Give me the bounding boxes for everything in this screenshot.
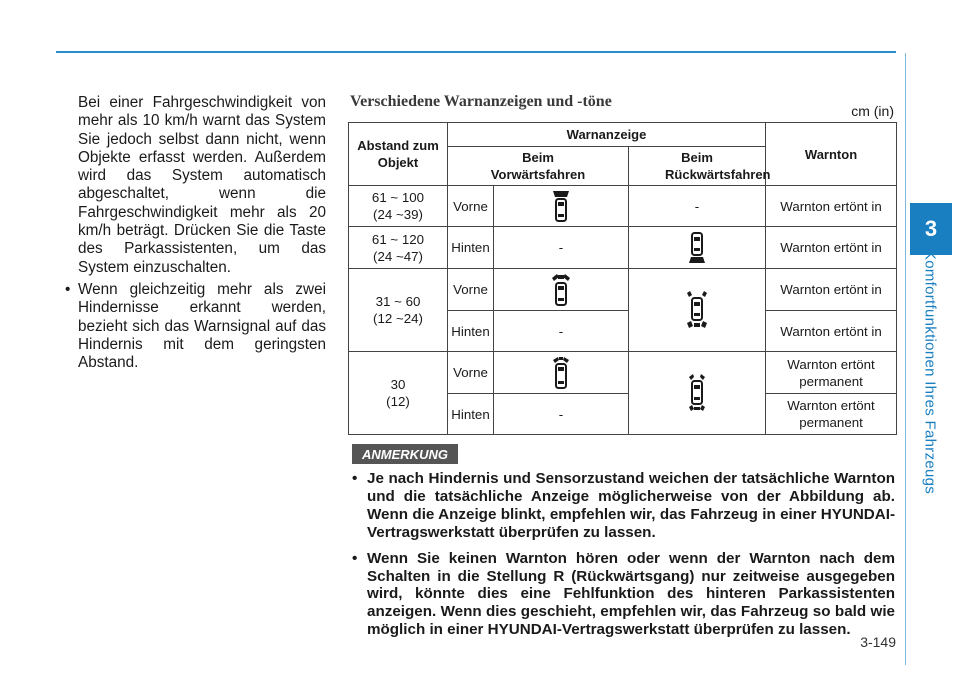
distance-cell: 30 (12) (349, 352, 448, 435)
left-column (65, 94, 326, 372)
left-bullet-item (65, 280, 326, 372)
sound-cell: Warnton ertönt in (766, 311, 897, 352)
note-item (352, 470, 895, 542)
bullet-icon: • (352, 549, 358, 567)
reverse-indicator-cell (629, 352, 766, 435)
header-distance: Abstand zum Objekt (349, 123, 448, 186)
unit-label: cm (in) (851, 103, 894, 119)
warning-table-wrapper (348, 122, 896, 435)
sound-cell: Warnton ertönt in (766, 227, 897, 269)
distance-cell: 31 ~ 60 (12 ~24) (349, 269, 448, 352)
chapter-title: Komfortfunktionen Ihres Fahrzeugs (921, 249, 939, 495)
bullet-icon: • (352, 470, 358, 487)
sensor-cell: Hinten (448, 227, 494, 269)
note-list (352, 470, 895, 647)
sound-cell: Warnton ertönt permanent (766, 352, 897, 394)
header-forward: Beim Vorwärtsfahren (448, 147, 629, 186)
distance-cell: 61 ~ 100 (24 ~39) (349, 186, 448, 227)
car-rear-close-warning-icon (684, 373, 710, 413)
header-sound: Warnton (766, 123, 897, 186)
sensor-cell: Vorne (448, 269, 494, 311)
bullet-icon: • (65, 280, 71, 298)
left-bullet-text: Wenn gleichzeitig mehr als zwei Hindernisse erkannt werden, bezieht sich das Warnsignal auf das Hindernis mit dem geringsten Abstand. (78, 280, 326, 372)
distance-cell: 61 ~ 120 (24 ~47) (349, 227, 448, 269)
forward-indicator-cell: - (494, 227, 629, 269)
table-row (349, 269, 897, 311)
table-row (349, 227, 897, 269)
sensor-cell: Hinten (448, 311, 494, 352)
note-text: Je nach Hindernis und Sensorzustand weichen der tatsächliche Warnton und die tatsächliche Anzeige möglicherweise von der Abbildung ab. Wenn die Anzeige blinkt, empfehlen wir, das Fahrzeug in einer HYUNDAI-Vertragswerkstatt überprüfen zu lassen. (367, 470, 895, 541)
car-rear-corner-warning-icon (684, 290, 710, 330)
forward-indicator-cell (494, 269, 629, 311)
sensor-cell: Vorne (448, 352, 494, 394)
reverse-indicator-cell (629, 227, 766, 269)
table-row (349, 186, 897, 227)
note-item (352, 550, 895, 640)
sensor-cell: Hinten (448, 394, 494, 435)
section-title: Verschiedene Warnanzeigen und -töne (350, 93, 612, 110)
car-front-corner-warning-icon (550, 273, 572, 307)
left-bullet-list (65, 280, 326, 372)
reverse-indicator-cell: - (629, 186, 766, 227)
car-front-warning-icon (551, 189, 571, 223)
sound-cell: Warnton ertönt in (766, 186, 897, 227)
sensor-cell: Vorne (448, 186, 494, 227)
forward-indicator-cell: - (494, 394, 629, 435)
forward-indicator-cell: - (494, 311, 629, 352)
header-indicator: Warnanzeige (448, 123, 766, 147)
chapter-tab: 3 (910, 203, 952, 255)
sound-cell: Warnton ertönt in (766, 269, 897, 311)
side-rule (905, 53, 906, 665)
table-row (349, 352, 897, 394)
car-front-close-warning-icon (550, 356, 572, 390)
forward-indicator-cell (494, 352, 629, 394)
top-rule (56, 51, 896, 53)
reverse-indicator-cell (629, 269, 766, 352)
header-reverse: Beim Rückwärtsfahren (629, 147, 766, 186)
forward-indicator-cell (494, 186, 629, 227)
page-number: 3-149 (860, 634, 896, 650)
car-rear-warning-icon (687, 231, 707, 265)
left-paragraph: Bei einer Fahrgeschwindigkeit von mehr als 10 km/h warnt das System Sie jedoch selbst dann nicht, wenn Objekte erfasst werden. Außerdem wird das System automatisch abgeschaltet, wenn die Fahrgeschwindigkeit mehr als 20 km/h beträgt. Drücken Sie die Taste des Parkassistenten, um das System einzuschalten. (78, 94, 326, 276)
sound-cell: Warnton ertönt permanent (766, 394, 897, 435)
note-text: Wenn Sie keinen Warnton hören oder wenn der Warnton nach dem Schalten in die Stellung R (Rückwärtsgang) nur zeitweise ausgegeben wird, könnte dies eine Fehlfunktion des hinteren Parkassistenten anzeigen. Wenn dies geschieht, empfehlen wir, das Fahrzeug so bald wie möglich in einer HYUNDAI-Vertragswerkstatt überprüfen zu lassen. (367, 549, 895, 639)
note-badge: ANMERKUNG (352, 444, 458, 464)
warning-table (348, 122, 897, 435)
